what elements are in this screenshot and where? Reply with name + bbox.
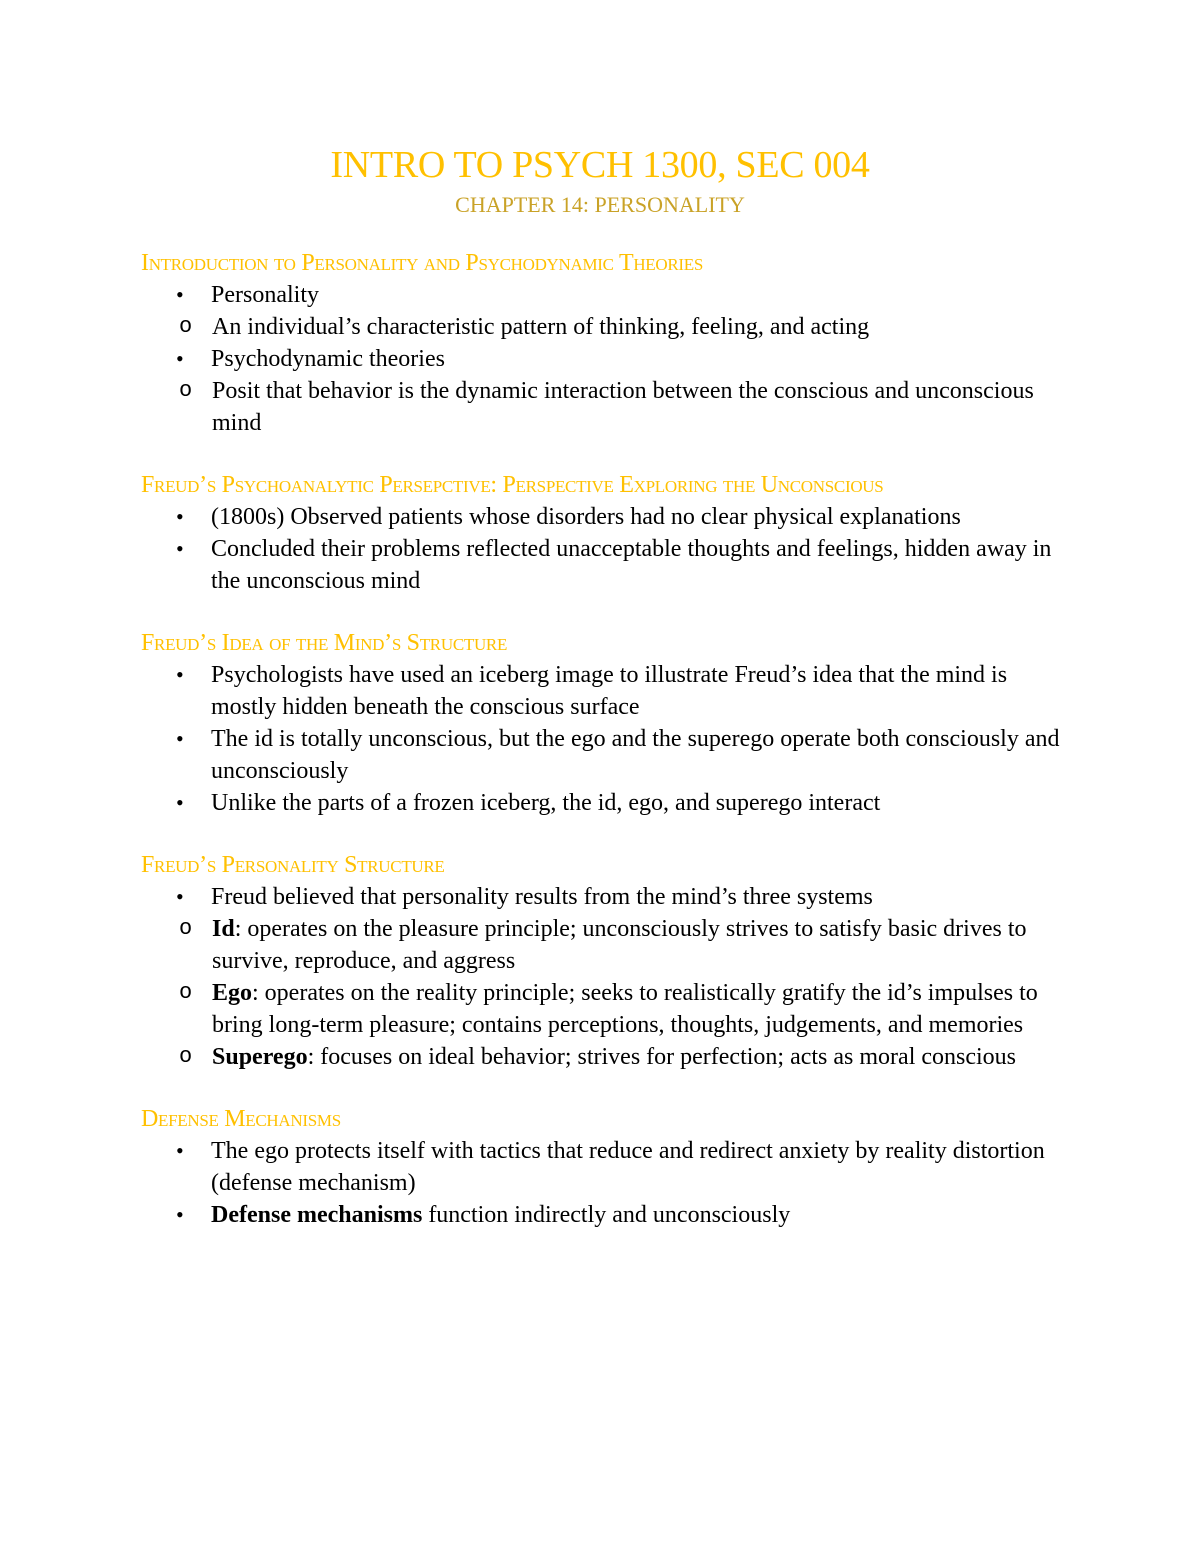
bullet-list xyxy=(141,279,1061,439)
sub-bullet-icon: o xyxy=(179,980,193,1005)
term-description: : focuses on ideal behavior; strives for perfection; acts as moral conscious xyxy=(307,1044,1017,1070)
sub-list-item-text: Posit that behavior is the dynamic interaction between the conscious and unconscious mind xyxy=(212,378,1034,436)
section-heading: Freud’s Psychoanalytic Persepctive: Perspective Exploring the Unconscious xyxy=(141,472,884,498)
document-title: INTRO TO PSYCH 1300, SEC 004 xyxy=(330,144,870,186)
term-description: function indirectly and unconsciously xyxy=(422,1202,791,1228)
list-item-text: Psychologists have used an iceberg image to illustrate Freud’s idea that the mind is mostly hidden beneath the conscious surface xyxy=(211,662,1008,720)
list-item xyxy=(141,533,1061,597)
list-item-text: The id is totally unconscious, but the ego and the superego operate both consciously and unconsciously xyxy=(211,726,1060,784)
list-item xyxy=(141,1135,1061,1199)
list-item-text: Unlike the parts of a frozen iceberg, the id, ego, and superego interact xyxy=(211,790,881,816)
bullet-list xyxy=(141,1135,1061,1231)
bullet-icon: • xyxy=(176,282,184,307)
list-item xyxy=(141,787,1061,819)
section-heading: Defense Mechanisms xyxy=(141,1106,341,1132)
list-item-text: Freud believed that personality results from the mind’s three systems xyxy=(211,884,873,910)
bullet-icon: • xyxy=(176,1202,184,1227)
sub-bullet-icon: o xyxy=(179,916,193,941)
list-item-text: The ego protects itself with tactics that reduce and redirect anxiety by reality distortion (defense mechanism) xyxy=(211,1138,1045,1196)
sub-bullet-icon: o xyxy=(179,314,193,339)
section-psychoanalytic xyxy=(141,470,1061,597)
term-defense-mechanisms: Defense mechanisms xyxy=(211,1202,423,1228)
bullet-icon: • xyxy=(176,346,184,371)
bullet-icon: • xyxy=(176,662,184,687)
sub-list-item xyxy=(71,977,1061,1041)
list-item xyxy=(141,1199,1061,1231)
document-subtitle: CHAPTER 14: PERSONALITY xyxy=(455,192,745,217)
bullet-icon: • xyxy=(176,536,184,561)
term-superego: Superego xyxy=(212,1044,308,1070)
list-item xyxy=(141,279,1061,311)
section-heading: Freud’s Personality Structure xyxy=(141,852,445,878)
section-heading: Introduction to Personality and Psychodynamic Theories xyxy=(141,250,704,276)
sub-list-item xyxy=(71,311,1061,343)
list-item xyxy=(141,501,1061,533)
sub-list-item xyxy=(71,1041,1061,1073)
sub-bullet-icon: o xyxy=(179,1044,193,1069)
bullet-icon: • xyxy=(176,1138,184,1163)
section-mind-structure xyxy=(141,628,1061,819)
document-body xyxy=(141,248,1061,1231)
list-item-text: Concluded their problems reflected unacceptable thoughts and feelings, hidden away in the unconscious mind xyxy=(211,536,1052,594)
bullet-icon: • xyxy=(176,726,184,751)
sub-list-item xyxy=(71,375,1061,439)
sub-list-item-text: An individual’s characteristic pattern of thinking, feeling, and acting xyxy=(212,314,870,340)
section-intro xyxy=(141,248,1061,439)
bullet-icon: • xyxy=(176,504,184,529)
list-item xyxy=(141,723,1061,787)
term-ego: Ego xyxy=(212,980,253,1006)
term-description: : operates on the reality principle; seeks to realistically gratify the id’s impulses to bring long-term pleasure; contains perceptions, thoughts, judgements, and memories xyxy=(212,980,1038,1038)
sub-bullet-icon: o xyxy=(179,378,193,403)
section-personality-structure xyxy=(141,850,1061,1073)
list-item-text: Personality xyxy=(211,282,319,308)
list-item-text: Psychodynamic theories xyxy=(211,346,445,372)
list-item xyxy=(141,659,1061,723)
term-id: Id xyxy=(212,916,235,942)
term-description: : operates on the pleasure principle; unconsciously strives to satisfy basic drives to survive, reproduce, and aggress xyxy=(212,916,1027,974)
bullet-list xyxy=(141,881,1061,1073)
section-heading: Freud’s Idea of the Mind’s Structure xyxy=(141,630,508,656)
bullet-icon: • xyxy=(176,884,184,909)
bullet-list xyxy=(141,501,1061,597)
list-item xyxy=(141,881,1061,913)
list-item-text: (1800s) Observed patients whose disorders had no clear physical explanations xyxy=(211,504,961,530)
bullet-list xyxy=(141,659,1061,819)
bullet-icon: • xyxy=(176,790,184,815)
sub-list-item xyxy=(71,913,1061,977)
section-defense-mechanisms xyxy=(141,1104,1061,1231)
list-item xyxy=(141,343,1061,375)
